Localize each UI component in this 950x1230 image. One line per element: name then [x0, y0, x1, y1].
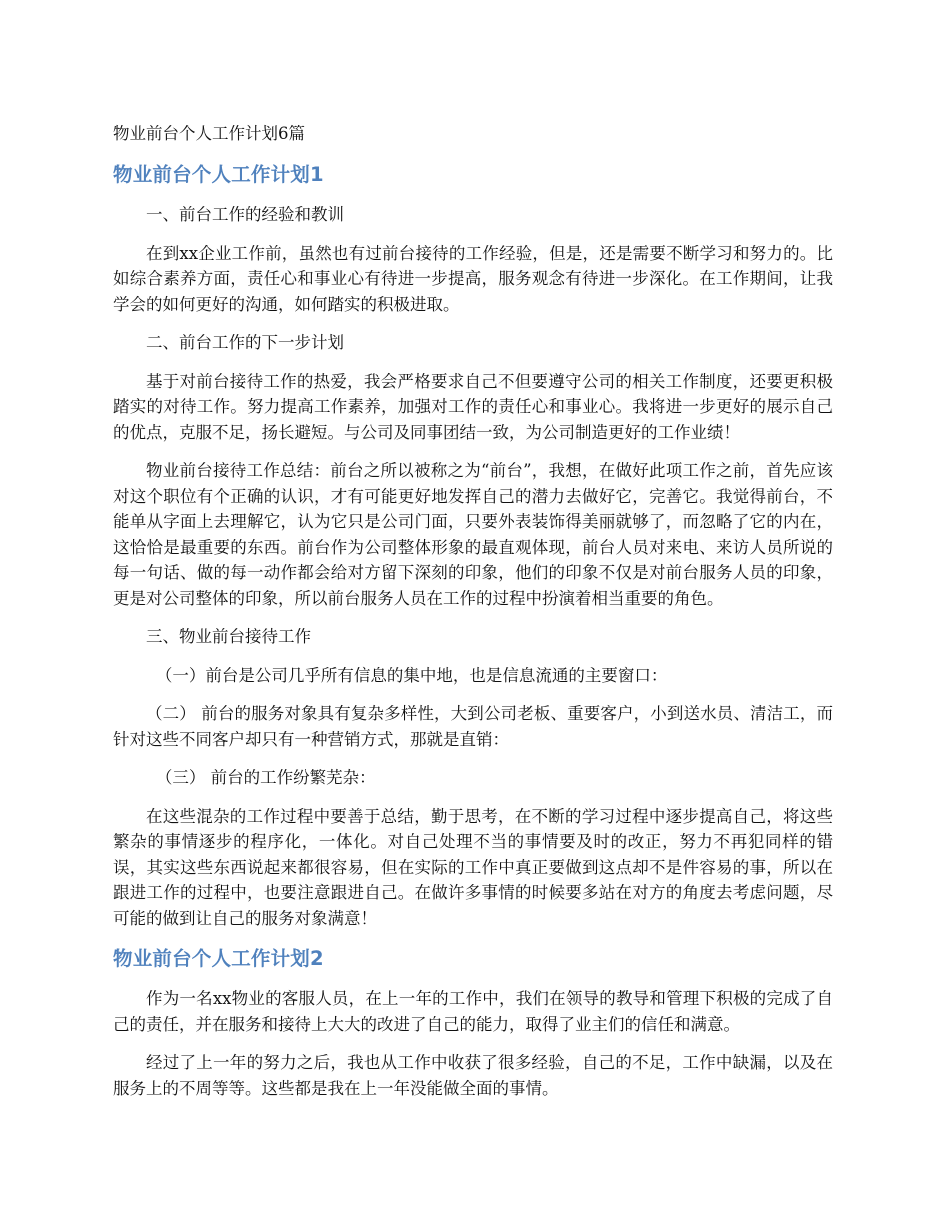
- paragraph-4: 在这些混杂的工作过程中要善于总结，勤于思考，在不断的学习过程中逐步提高自己，将这些繁杂的事情逐步的程序化，一体化。对自己处理不当的事情要及时的改正，努力不再犯同样的错误，其实这些东西说起来都很容易，但在实际的工作中真正要做到这点却不是件容易的事，所以在跟进工作的过程中，也要注意跟进自己。在做许多事情的时候要多站在对方的角度去考虑问题，尽可能的做到让自己的服务对象满意！: [113, 806, 833, 928]
- list-item-3: （三） 前台的工作纷繁芜杂：: [155, 768, 376, 787]
- section-heading-2: 物业前台个人工作计划2: [113, 947, 324, 970]
- paragraph-3: 物业前台接待工作总结：前台之所以被称之为“前台”，我想，在做好此项工作之前，首先应该对这个职位有个正确的认识，才有可能更好地发挥自己的潜力去做好它，完善它。我觉得前台，不能单从字面上去理解它，认为它只是公司门面，只要外表装饰得美丽就够了，而忽略了它的内在，这恰恰是最重要的东西。前台作为公司整体形象的最直观体现，前台人员对来电、来访人员所说的每一句话、做的每一动作都会给对方留下深刻的印象，他们的印象不仅是对前台服务人员的印象，更是对公司整体的印象，所以前台服务人员在工作的过程中扮演着相当重要的角色。: [113, 461, 833, 608]
- document-page: [113, 122, 833, 1114]
- paragraph-5: 作为一名xx物业的客服人员，在上一年的工作中，我们在领导的教导和管理下积极的完成了自己的责任，并在服务和接待上大大的改进了自己的能力，取得了业主们的信任和满意。: [113, 989, 833, 1034]
- list-item-2: （二） 前台的服务对象具有复杂多样性，大到公司老板、重要客户，小到送水员、清洁工，而针对这些不同客户却只有一种营销方式，那就是直销：: [113, 704, 833, 749]
- paragraph-6: 经过了上一年的努力之后，我也从工作中收获了很多经验，自己的不足，工作中缺漏，以及在服务上的不周等等。这些都是我在上一年没能做全面的事情。: [113, 1053, 833, 1098]
- paragraph-2: 基于对前台接待工作的热爱，我会严格要求自己不但要遵守公司的相关工作制度，还要更积极踏实的对待工作。努力提高工作素养，加强对工作的责任心和事业心。我将进一步更好的展示自己的优点，克服不足，扬长避短。与公司及同事团结一致，为公司制造更好的工作业绩！: [113, 371, 833, 442]
- subheading-3: 三、物业前台接待工作: [146, 627, 311, 646]
- list-item-1: （一）前台是公司几乎所有信息的集中地，也是信息流通的主要窗口：: [155, 665, 668, 685]
- subheading-1: 一、前台工作的经验和教训: [146, 205, 344, 224]
- paragraph-1: 在到xx企业工作前，虽然也有过前台接待的工作经验，但是，还是需要不断学习和努力的。比如综合素养方面，责任心和事业心有待进一步提高，服务观念有待进一步深化。在工作期间，让我学会的如何更好的沟通，如何踏实的积极进取。: [113, 243, 833, 314]
- document-title: 物业前台个人工作计划6篇: [113, 124, 305, 143]
- subheading-2: 二、前台工作的下一步计划: [146, 333, 344, 352]
- section-heading-1: 物业前台个人工作计划1: [113, 163, 324, 186]
